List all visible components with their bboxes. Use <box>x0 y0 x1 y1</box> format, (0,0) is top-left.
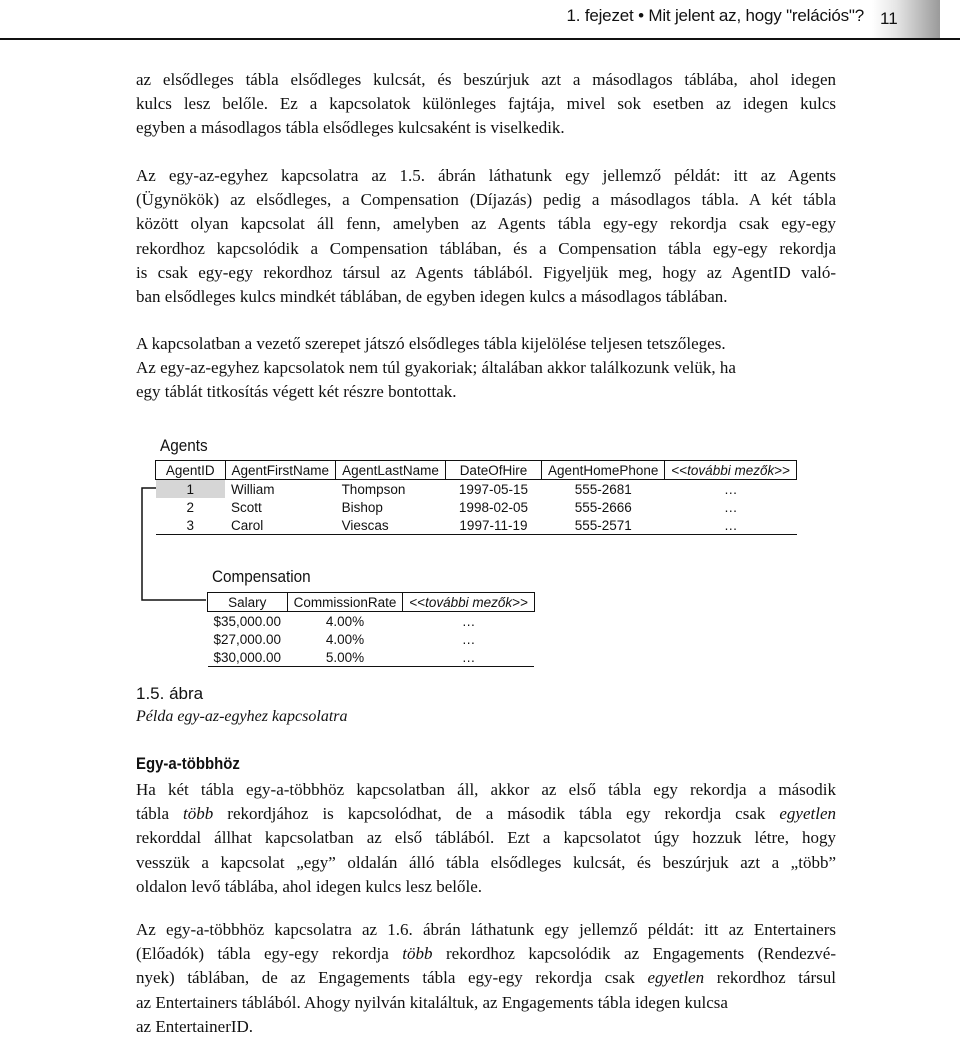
page-number-tab <box>872 0 940 38</box>
bullet-separator: • <box>638 6 644 25</box>
text-line <box>136 966 836 990</box>
column-header: Salary <box>208 593 288 612</box>
emphasis: egyetlen <box>647 968 705 988</box>
table-cell: William <box>231 481 275 497</box>
table-cell: Carol <box>225 516 336 535</box>
text-line: vesszük a kapcsolat „egy” oldalán álló tábla elsődleges kulcsát, és beszúrjuk azt a „több” <box>136 852 836 872</box>
column-header: AgentFirstName <box>225 461 336 480</box>
column-header-more-fields <box>665 461 797 480</box>
chapter-label: 1. fejezet <box>566 6 634 25</box>
text-span: rekordhoz társul <box>704 968 837 988</box>
more-fields-label: további mezők <box>425 594 513 610</box>
text-span: rekordjához is kapcsolódhat, de a második tábla egy rekordja csak <box>213 804 780 824</box>
text-line: oldalon levő táblába, ahol idegen kulcs lesz belőle. <box>136 876 483 896</box>
text-line: Az egy-a-többhöz kapcsolatra az 1.6. ábrán láthatunk egy jellemző példát: itt az Entertainers <box>136 920 836 939</box>
emphasis: több <box>402 944 433 964</box>
column-header: AgentHomePhone <box>542 461 665 480</box>
more-open: << <box>409 594 426 610</box>
column-header-more-fields <box>403 593 535 612</box>
text-line: is csak egy-egy rekordhoz társul az Agents táblából. Figyeljük meg, hogy az AgentID való- <box>136 262 836 282</box>
table-row <box>156 480 797 499</box>
emphasis: egyetlen <box>779 804 836 824</box>
figure-caption: Példa egy-az-egyhez kapcsolatra <box>136 708 348 725</box>
paragraph-1 <box>136 68 836 141</box>
table-cell-id: 2 <box>186 499 195 515</box>
figure-number: 1.5. ábra <box>136 684 204 703</box>
text-line: kulcs lesz belőle. Ez a kapcsolatok különleges fajtája, mivel sok esetben az idegen kulcs <box>136 94 836 114</box>
agents-header-row <box>156 461 797 480</box>
text-line <box>136 802 836 826</box>
relationship-connector-line <box>140 476 210 606</box>
table-cell: 4.00% <box>325 631 365 647</box>
text-line: az elsődleges tábla elsődleges kulcsát, és beszúrjuk azt a másodlagos táblába, ahol idegen <box>136 70 836 89</box>
table-cell: 1998-02-05 <box>458 499 528 515</box>
compensation-table-title: Compensation <box>212 567 311 586</box>
text-line: egy táblát titkosítás végett két részre bontottak. <box>136 382 457 402</box>
table-cell: … <box>461 631 476 647</box>
text-span: rekordhoz kapcsolódik az Engagements (Rendezvé- <box>432 944 836 964</box>
text-line: az EntertainerID. <box>136 1016 254 1036</box>
more-open: << <box>671 462 688 478</box>
text-line: (Ügynökök) az elsődleges, a Compensation (Díjazás) pedig a másodlagos tábla. A két tábla <box>136 190 836 210</box>
text-line: rekorddal állhat kapcsolatban az első táblából. Ezt a kapcsolatot úgy hozzuk létre, hogy <box>136 828 836 848</box>
table-cell: 4.00% <box>325 613 365 629</box>
table-row <box>208 612 535 631</box>
text-line: Az egy-az-egyhez kapcsolatok nem túl gyakoriak; általában akkor találkozunk velük, ha <box>136 358 736 378</box>
table-cell: … <box>665 516 797 535</box>
header-chapter-title <box>567 6 864 26</box>
table-cell: $27,000.00 <box>213 631 282 647</box>
column-header: AgentID <box>156 461 226 480</box>
text-span: nyek) táblában, de az Engagements tábla egy-egy rekordja csak <box>136 968 648 988</box>
table-cell: … <box>403 648 535 667</box>
table-cell: $35,000.00 <box>213 613 282 629</box>
text-line: ban elsődleges kulcs mindkét táblában, de egyben idegen kulcs a másodlagos táblában. <box>136 286 728 306</box>
column-header: AgentLastName <box>336 461 446 480</box>
table-row <box>156 516 797 535</box>
table-cell: Bishop <box>341 499 383 515</box>
paragraph-4 <box>136 778 836 899</box>
table-cell: 5.00% <box>287 648 403 667</box>
more-close: >> <box>774 462 790 478</box>
table-cell: … <box>461 613 476 629</box>
text-line: A kapcsolatban a vezető szerepet játszó elsődleges tábla kijelölése teljesen tetszőleges. <box>136 334 726 353</box>
text-line: az Entertainers táblából. Ahogy nyilván kitaláltuk, az Engagements tábla idegen kulcsa <box>136 992 728 1012</box>
chapter-title: Mit jelent az, hogy "relációs"? <box>648 6 864 25</box>
compensation-table <box>207 592 535 667</box>
text-line <box>136 942 836 966</box>
agents-table <box>155 460 797 535</box>
paragraph-5 <box>136 918 836 1039</box>
page-number: 11 <box>880 9 898 28</box>
text-line: egyben a másodlagos tábla elsődleges kulcsaként is viselkedik. <box>136 118 565 138</box>
table-cell: … <box>723 481 738 497</box>
table-cell: Scott <box>231 499 262 515</box>
column-header: CommissionRate <box>287 593 403 612</box>
text-line: rekordhoz kapcsolódik a Compensation táblában, és a Compensation tábla egy-egy rekordja <box>136 238 836 258</box>
table-cell: 1997-11-19 <box>445 516 541 535</box>
paragraph-3 <box>136 332 836 405</box>
text-line: Ha két tábla egy-a-többhöz kapcsolatban áll, akkor az első tábla egy rekordja a második <box>136 780 836 799</box>
emphasis: több <box>183 804 214 824</box>
table-cell: 555-2666 <box>574 499 632 515</box>
table-cell: 555-2681 <box>574 481 632 497</box>
section-heading: Egy-a-többhöz <box>136 754 240 773</box>
more-close: >> <box>512 594 528 610</box>
column-header: DateOfHire <box>445 461 541 480</box>
table-cell: Thompson <box>341 481 406 497</box>
text-line: Az egy-az-egyhez kapcsolatra az 1.5. ábrán láthatunk egy jellemző példát: itt az Agents <box>136 166 836 185</box>
table-cell: 555-2571 <box>542 516 665 535</box>
running-header <box>0 0 960 40</box>
table-row <box>156 498 797 516</box>
table-row <box>208 630 535 648</box>
table-row <box>208 648 535 667</box>
table-cell: $30,000.00 <box>208 648 288 667</box>
text-span: (Előadók) tábla egy-egy rekordja <box>136 944 403 964</box>
compensation-header-row <box>208 593 535 612</box>
table-cell-id: 3 <box>156 516 226 535</box>
agents-table-title: Agents <box>160 436 208 455</box>
table-cell: Viescas <box>336 516 446 535</box>
text-span: tábla <box>136 804 184 824</box>
table-cell-id: 1 <box>156 480 226 499</box>
more-fields-label: további mezők <box>687 462 775 478</box>
paragraph-2 <box>136 164 836 309</box>
table-cell: … <box>723 499 738 515</box>
table-cell: 1997-05-15 <box>458 481 528 497</box>
text-line: között olyan kapcsolat áll fenn, amelyben az Agents tábla egy-egy rekordja csak egy-egy <box>136 214 836 234</box>
